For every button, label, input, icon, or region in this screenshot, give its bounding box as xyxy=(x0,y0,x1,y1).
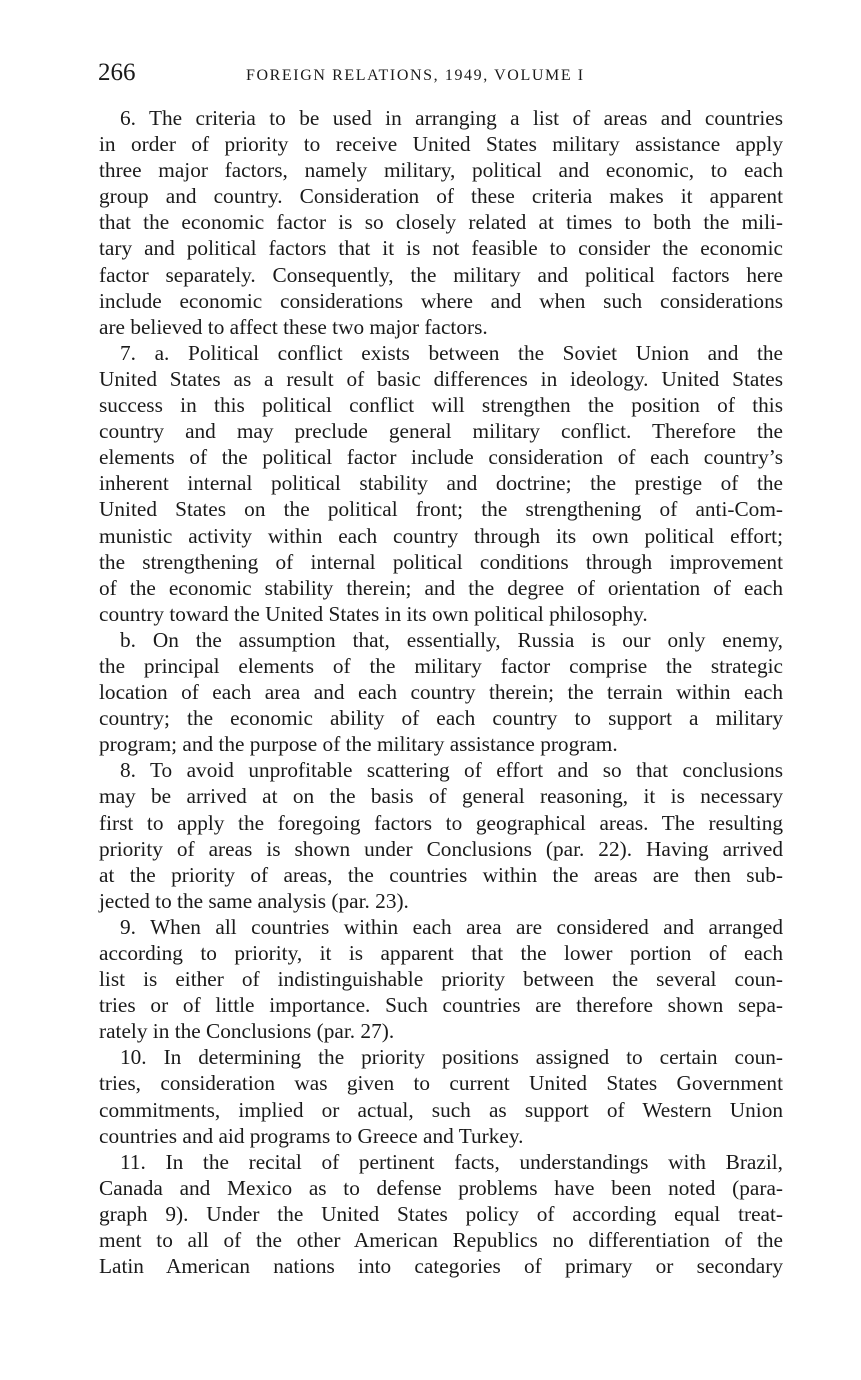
text-line: are believed to affect these two major factors. xyxy=(99,314,488,339)
text-line: program; and the purpose of the military assistance program. xyxy=(99,732,618,757)
text-line: countries and aid programs to Greece and Turkey. xyxy=(99,1123,524,1148)
paragraph-9 xyxy=(99,914,783,1044)
text-line: 8. To avoid unprofitable scattering of effort and so that conclusions xyxy=(120,758,783,783)
text-line: may be arrived at on the basis of general reasoning, it is necessary xyxy=(99,784,783,809)
text-line: 10. In determining the priority positions assigned to certain coun- xyxy=(120,1045,783,1070)
text-line: United States as a result of basic differences in ideology. United States xyxy=(99,366,783,391)
page-number: 266 xyxy=(98,59,136,86)
text-line: three major factors, namely military, political and economic, to each xyxy=(99,158,783,183)
text-line: munistic activity within each country through its own political effort; xyxy=(99,523,783,548)
text-line: United States on the political front; the strengthening of anti-Com- xyxy=(99,497,783,522)
text-line: ment to all of the other American Republics no differentiation of the xyxy=(99,1228,783,1253)
paragraph-8 xyxy=(99,757,783,914)
text-line: country; the economic ability of each country to support a military xyxy=(99,706,783,731)
text-line: success in this political conflict will strengthen the position of this xyxy=(99,393,783,418)
text-line: graph 9). Under the United States policy of according equal treat- xyxy=(99,1201,783,1226)
text-line: location of each area and each country therein; the terrain within each xyxy=(99,680,783,705)
text-line: the strengthening of internal political conditions through improvement xyxy=(99,549,783,574)
paragraph-11 xyxy=(99,1149,783,1279)
text-line: 6. The criteria to be used in arranging a list of areas and countries xyxy=(120,106,783,130)
body-text xyxy=(99,105,783,1279)
text-line: 7. a. Political conflict exists between the Soviet Union and the xyxy=(120,340,783,365)
text-line: priority of areas is shown under Conclusions (par. 22). Having arrived xyxy=(99,836,783,861)
text-line: 9. When all countries within each area are considered and arranged xyxy=(120,914,783,939)
paragraph-6 xyxy=(99,105,783,340)
text-line: factor separately. Consequently, the military and political factors here xyxy=(99,262,783,287)
paragraph-7a xyxy=(99,340,783,627)
text-line: country toward the United States in its own political philosophy. xyxy=(99,601,648,626)
text-line: the principal elements of the military factor comprise the strategic xyxy=(99,653,783,678)
text-line: commitments, implied or actual, such as support of Western Union xyxy=(99,1097,783,1122)
text-line: first to apply the foregoing factors to geographical areas. The resulting xyxy=(99,810,783,835)
text-line: tries or of little importance. Such countries are therefore shown sepa- xyxy=(99,993,783,1018)
text-line: include economic considerations where and when such considerations xyxy=(99,288,783,313)
text-line: of the economic stability therein; and the degree of orientation of each xyxy=(99,575,783,600)
paragraph-10 xyxy=(99,1044,783,1148)
text-line: tary and political factors that it is not feasible to consider the economic xyxy=(99,236,783,261)
text-line: b. On the assumption that, essentially, Russia is our only enemy, xyxy=(120,627,783,652)
text-line: that the economic factor is so closely related at times to both the mili- xyxy=(99,210,783,235)
text-line: inherent internal political stability and doctrine; the prestige of the xyxy=(99,471,783,496)
text-line: group and country. Consideration of these criteria makes it apparent xyxy=(99,184,783,209)
page-header xyxy=(98,58,784,92)
running-head: FOREIGN RELATIONS, 1949, VOLUME I xyxy=(246,67,585,84)
text-line: Latin American nations into categories of primary or secondary xyxy=(99,1254,783,1279)
text-line: tries, consideration was given to current United States Government xyxy=(99,1071,783,1096)
text-line: according to priority, it is apparent that the lower portion of each xyxy=(99,941,783,965)
text-line: jected to the same analysis (par. 23). xyxy=(99,888,409,913)
text-line: elements of the political factor include consideration of each country’s xyxy=(99,445,783,470)
text-line: Canada and Mexico as to defense problems have been noted (para- xyxy=(99,1175,783,1200)
text-line: 11. In the recital of pertinent facts, understandings with Brazil, xyxy=(120,1149,783,1174)
text-line: country and may preclude general military conflict. Therefore the xyxy=(99,419,783,444)
text-line: in order of priority to receive United States military assistance apply xyxy=(99,132,783,157)
text-line: at the priority of areas, the countries within the areas are then sub- xyxy=(99,862,783,887)
paragraph-7b xyxy=(99,627,783,757)
text-line: rately in the Conclusions (par. 27). xyxy=(99,1019,395,1044)
text-line: list is either of indistinguishable priority between the several coun- xyxy=(99,967,783,992)
